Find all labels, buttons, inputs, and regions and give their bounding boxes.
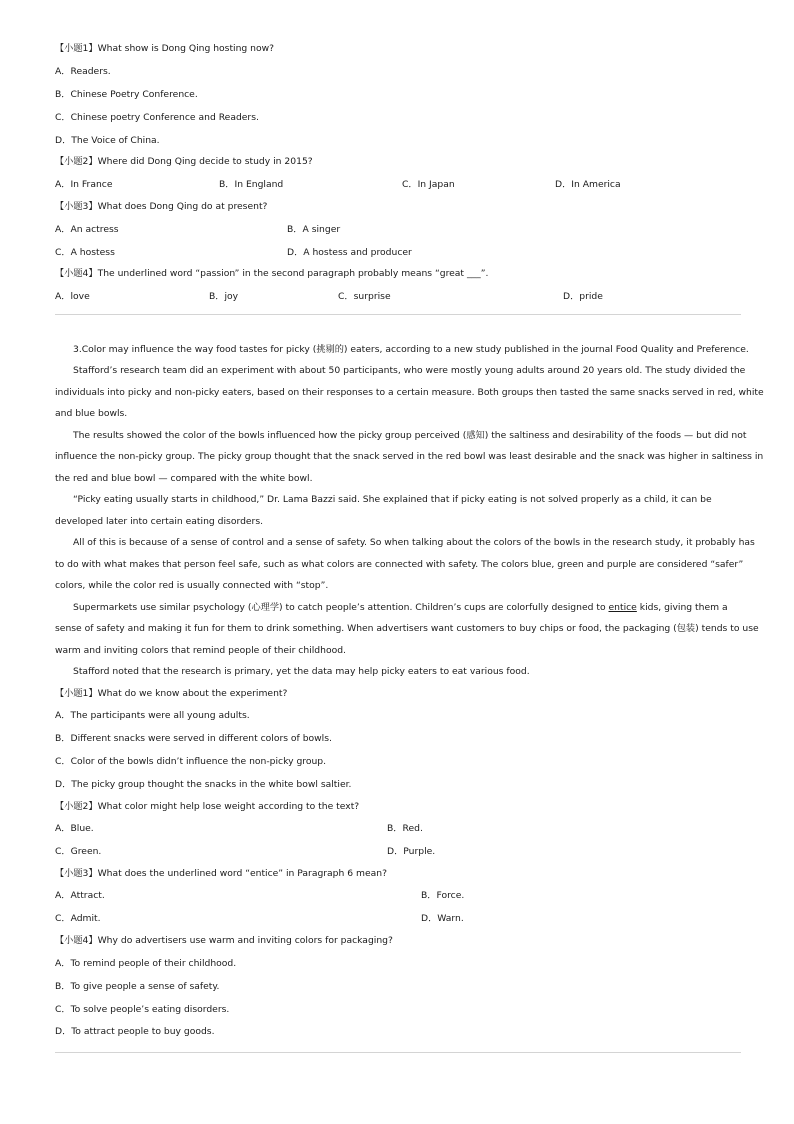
section-divider — [55, 314, 741, 315]
answer-option: D．The picky group thought the snacks in the white bowl saltier. — [55, 779, 352, 790]
passage-line: developed later into certain eating disorders. — [55, 516, 264, 527]
answer-option: C．In Japan — [402, 179, 455, 190]
passage-line: “Picky eating usually starts in childhood,” Dr. Lama Bazzi said. She explained that if picky eating is not solved properly as a child, it can be — [73, 494, 712, 505]
answer-option: D．A hostess and producer — [287, 247, 412, 258]
answer-option: C．To solve people’s eating disorders. — [55, 1004, 230, 1015]
answer-option: A．Blue. — [55, 823, 94, 834]
answer-option: A．love — [55, 291, 90, 302]
answer-option: C．A hostess — [55, 247, 115, 258]
passage-line: The results showed the color of the bowls influenced how the picky group perceived (感知) the saltiness and desirability of the foods — but did not — [73, 430, 747, 441]
answer-option: C．Green. — [55, 846, 102, 857]
passage-line: to do with what makes that person feel safe, such as what colors are connected with safety. The colors blue, green and purple are considered “safer” — [55, 559, 744, 570]
underlined-word: entice — [608, 602, 637, 613]
question-stem: 【小题4】The underlined word “passion” in the second paragraph probably means “great ___”. — [55, 268, 489, 279]
passage-line: warm and inviting colors that remind people of their childhood. — [55, 645, 346, 656]
answer-option: A．An actress — [55, 224, 119, 235]
question-stem: 【小题2】Where did Dong Qing decide to study in 2015? — [55, 156, 313, 167]
answer-option: B．In England — [219, 179, 284, 190]
question-stem: 【小题1】What show is Dong Qing hosting now? — [55, 43, 275, 54]
answer-option: B．A singer — [287, 224, 341, 235]
answer-option: D．Warn. — [421, 913, 464, 924]
passage-line: influence the non-picky group. The picky group thought that the snack served in the red bowl was least desirable and the snack was higher in saltiness in — [55, 451, 764, 462]
question-stem: 【小题4】Why do advertisers use warm and inviting colors for packaging? — [55, 935, 393, 946]
passage-line: the red and blue bowl — compared with the white bowl. — [55, 473, 313, 484]
answer-option: C．Chinese poetry Conference and Readers. — [55, 112, 259, 123]
answer-option: A．Readers. — [55, 66, 111, 77]
passage-line: and blue bowls. — [55, 408, 128, 419]
passage-line: 3.Color may influence the way food tastes for picky (挑剔的) eaters, according to a new study published in the journal Food Quality and Preference. — [73, 344, 749, 355]
answer-option: C．surprise — [338, 291, 391, 302]
passage-line: individuals into picky and non-picky eaters, based on their responses to a certain measure. Both groups then tasted the same snacks served in red, white — [55, 387, 764, 398]
answer-option: A．Attract. — [55, 890, 105, 901]
answer-option: D．To attract people to buy goods. — [55, 1026, 215, 1037]
question-stem: 【小题3】What does the underlined word “entice” in Paragraph 6 mean? — [55, 868, 387, 879]
passage-line: Stafford’s research team did an experiment with about 50 participants, who were mostly young adults around 20 years old. The study divided the — [73, 365, 746, 376]
answer-option: B．Red. — [387, 823, 423, 834]
answer-option: B．Chinese Poetry Conference. — [55, 89, 198, 100]
answer-option: D．Purple. — [387, 846, 436, 857]
answer-option: D．pride — [563, 291, 603, 302]
answer-option: A．In France — [55, 179, 113, 190]
passage-line: sense of safety and making it fun for them to drink something. When advertisers want customers to buy chips or food, the packaging (包装) tends to use — [55, 623, 759, 634]
answer-option: B．Different snacks were served in different colors of bowls. — [55, 733, 332, 744]
answer-option: A．The participants were all young adults. — [55, 710, 250, 721]
answer-option: C．Color of the bowls didn’t influence the non-picky group. — [55, 756, 327, 767]
answer-option: A．To remind people of their childhood. — [55, 958, 237, 969]
answer-option: D．In America — [555, 179, 621, 190]
passage-line: All of this is because of a sense of control and a sense of safety. So when talking about the colors of the bowls in the research study, it probably has — [73, 537, 755, 548]
question-stem: 【小题1】What do we know about the experiment? — [55, 688, 288, 699]
answer-option: D．The Voice of China. — [55, 135, 160, 146]
question-stem: 【小题3】What does Dong Qing do at present? — [55, 201, 268, 212]
answer-option: C．Admit. — [55, 913, 101, 924]
passage-line: Stafford noted that the research is primary, yet the data may help picky eaters to eat various food. — [73, 666, 530, 677]
answer-option: B．Force. — [421, 890, 465, 901]
passage-line — [73, 601, 728, 615]
section-divider — [55, 1052, 741, 1053]
question-stem: 【小题2】What color might help lose weight according to the text? — [55, 801, 360, 812]
passage-text: kids, giving them a — [636, 602, 728, 613]
answer-option: B．joy — [209, 291, 239, 302]
passage-text: Supermarkets use similar psychology (心理学) to catch people’s attention. Children’s cups are colorfully designed to — [73, 602, 609, 613]
passage-line: colors, while the color red is usually connected with “stop”. — [55, 580, 329, 591]
answer-option: B．To give people a sense of safety. — [55, 981, 220, 992]
